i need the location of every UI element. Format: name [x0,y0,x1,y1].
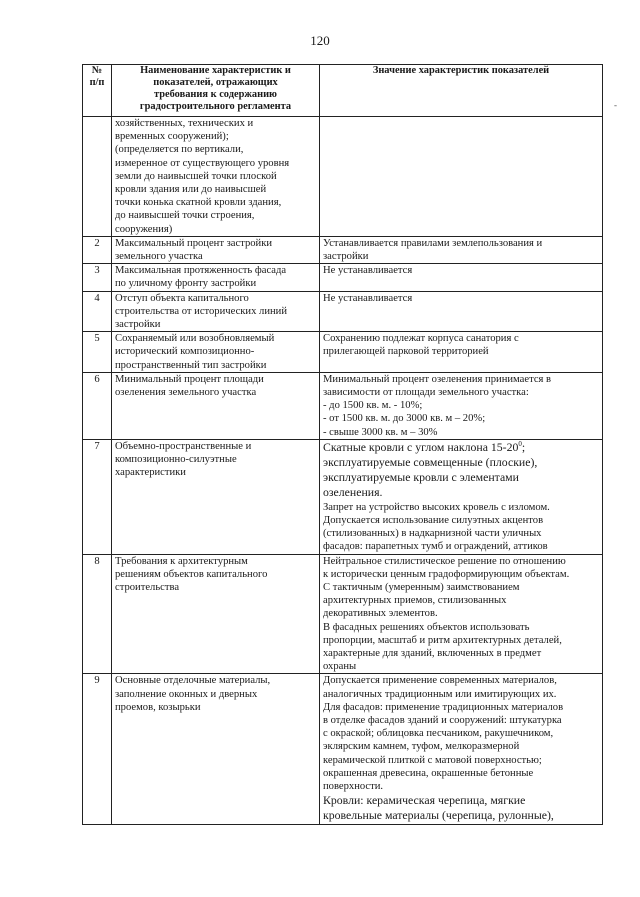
text-line: поверхности. [323,780,384,792]
text-line: аналогичных традиционным или имитирующих их. [323,688,557,700]
text-line: эксплуатируемые совмещенные (плоские), [323,455,538,470]
text-line: Устанавливается правилами землепользования и [323,237,543,249]
text-line: Сохранению подлежат корпуса санатория с [323,333,519,345]
header-line: п/п [89,77,105,88]
header-line: градостроительного регламента [139,101,292,112]
row-number: 7 [83,439,112,554]
text-line: В фасадных решениях объектов использовать [323,621,530,633]
text-line [323,440,599,455]
row-number: 4 [83,291,112,332]
table-row [83,117,603,237]
text-line: Максимальная протяженность фасада [115,265,287,277]
text-line: прилегающей парковой территорией [323,346,489,358]
row-number: 5 [83,332,112,373]
text-line: к исторически ценным градоформирующим объектам. [323,568,570,580]
text-line: по уличному фронту застройки [115,278,257,290]
table-header-row [83,65,603,117]
table-row [83,236,603,263]
row-characteristic [112,332,320,373]
text-line: Допускается применение современных материалов, [323,675,557,687]
text-line: строительства [115,581,180,593]
text-line: архитектурных приемов, стилизованных [323,595,507,607]
row-characteristic [112,291,320,332]
row-value [320,674,603,824]
row-number [83,117,112,237]
text-line: земельного участка [115,251,203,263]
text-line: композиционно-силуэтные [115,454,237,466]
text-fragment: ; [521,439,526,454]
text-line: Не устанавливается [323,292,413,304]
row-number: 3 [83,264,112,291]
table-row [83,674,603,824]
text-line: проемов, козырьки [115,701,201,713]
text-line: характерные для зданий, включенных в предмет [323,647,542,659]
text-line: кровельные материалы (черепица, рулонные), [323,808,554,823]
text-line: Допускается использование силуэтных акцентов [323,514,544,526]
text-line: окрашенная древесина, окрашенные бетонные [323,767,534,779]
row-value [320,372,603,439]
degree-superscript: 0 [518,439,522,448]
text-line: Минимальный процент площади [115,373,264,385]
table-row [83,554,603,674]
regulation-table [82,64,603,825]
text-line: С тактичным (умеренным) заимствованием [323,581,520,593]
text-line: хозяйственных, технических и [115,118,254,129]
row-value [320,291,603,332]
table-row [83,291,603,332]
text-line: с окраской; облицовка песчаником, ракушечником, [323,728,554,740]
margin-mark: - [614,100,617,110]
text-line: керамической плиткой с матовой поверхностью; [323,754,542,766]
header-line: Наименование характеристик и [140,65,291,76]
text-line: Не устанавливается [323,265,413,277]
row-value [320,236,603,263]
row-characteristic [112,554,320,674]
text-line: исторический композиционно- [115,346,255,358]
text-line: охраны [323,661,357,673]
text-line: озеленения земельного участка [115,387,257,399]
text-line: озеленения. [323,485,383,500]
text-line: пространственный тип застройки [115,359,267,371]
header-line: № [91,65,103,76]
header-line: показателей, отражающих [153,77,278,88]
row-value [320,554,603,674]
text-line: решениям объектов капитального [115,568,268,580]
text-line: Нейтральное стилистическое решение по отношению [323,555,566,567]
text-line: Для фасадов: применение традиционных материалов [323,701,564,713]
row-number: 2 [83,236,112,263]
text-line: Запрет на устройство высоких кровель с изломом. [323,501,550,513]
text-line: точки конька скатной кровли здания, [115,197,282,209]
text-line: застройки [323,251,369,263]
text-line: (стилизованных) в надкарнизной части уличных [323,528,542,540]
row-characteristic [112,236,320,263]
text-line: Объемно-пространственные и [115,440,252,452]
text-line: кровли здания или до наивысшей [115,184,267,196]
row-characteristic [112,117,320,237]
row-value [320,332,603,373]
row-characteristic [112,674,320,824]
text-line: зависимости от площади земельного участка: [323,387,529,399]
text-line: до наивысшей точки строения, [115,210,255,222]
text-line: строительства от исторических линий [115,305,287,317]
text-line: заполнение оконных и дверных [115,688,258,700]
text-line: сооружения) [115,223,173,235]
row-value [320,439,603,554]
text-line: - свыше 3000 кв. м – 30% [323,426,438,438]
header-line: требования к содержанию [154,89,277,100]
text-line: в отделке фасадов зданий и сооружений: штукатурка [323,714,562,726]
text-line: - от 1500 кв. м. до 3000 кв. м – 20%; [323,413,486,425]
row-characteristic [112,264,320,291]
header-line: Значение характеристик показателей [372,65,550,76]
text-line: пропорции, масштаб и ритм архитектурных деталей, [323,634,562,646]
text-line: Минимальный процент озеленения принимается в [323,373,552,385]
text-line: характеристики [115,467,186,479]
text-line: Сохраняемый или возобновляемый [115,333,275,345]
row-number: 9 [83,674,112,824]
text-fragment: Скатные кровли с углом наклона 15-20 [323,439,519,454]
table-row [83,372,603,439]
table-row [83,264,603,291]
header-number [83,65,112,117]
row-characteristic [112,439,320,554]
row-number: 8 [83,554,112,674]
table-row [83,439,603,554]
text-line: фасадов: парапетных тумб и ограждений, аттиков [323,541,548,553]
text-line: Кровли: керамическая черепица, мягкие [323,793,526,808]
text-line: земли до наивысшей точки плоской [115,170,277,182]
text-line: временных сооружений); [115,131,229,143]
text-line: - до 1500 кв. м. - 10%; [323,400,423,412]
page-number: 120 [310,33,330,48]
text-line: измеренное от существующего уровня [115,157,290,169]
text-line: застройки [115,319,161,331]
text-line: Требования к архитектурным [115,555,248,567]
row-characteristic [112,372,320,439]
row-value [320,117,603,237]
row-number: 6 [83,372,112,439]
text-line: эксплуатируемые кровли с элементами [323,470,519,485]
text-line: Отступ объекта капитального [115,292,249,304]
table-row [83,332,603,373]
header-characteristic-value [320,65,603,117]
text-line: Максимальный процент застройки [115,237,273,249]
header-characteristic-name [112,65,320,117]
text-line: эклярским камнем, туфом, мелкоразмерной [323,741,520,753]
row-value [320,264,603,291]
text-line: Основные отделочные материалы, [115,675,271,687]
text-line: декоративных элементов. [323,608,438,620]
text-line: (определяется по вертикали, [115,144,244,156]
